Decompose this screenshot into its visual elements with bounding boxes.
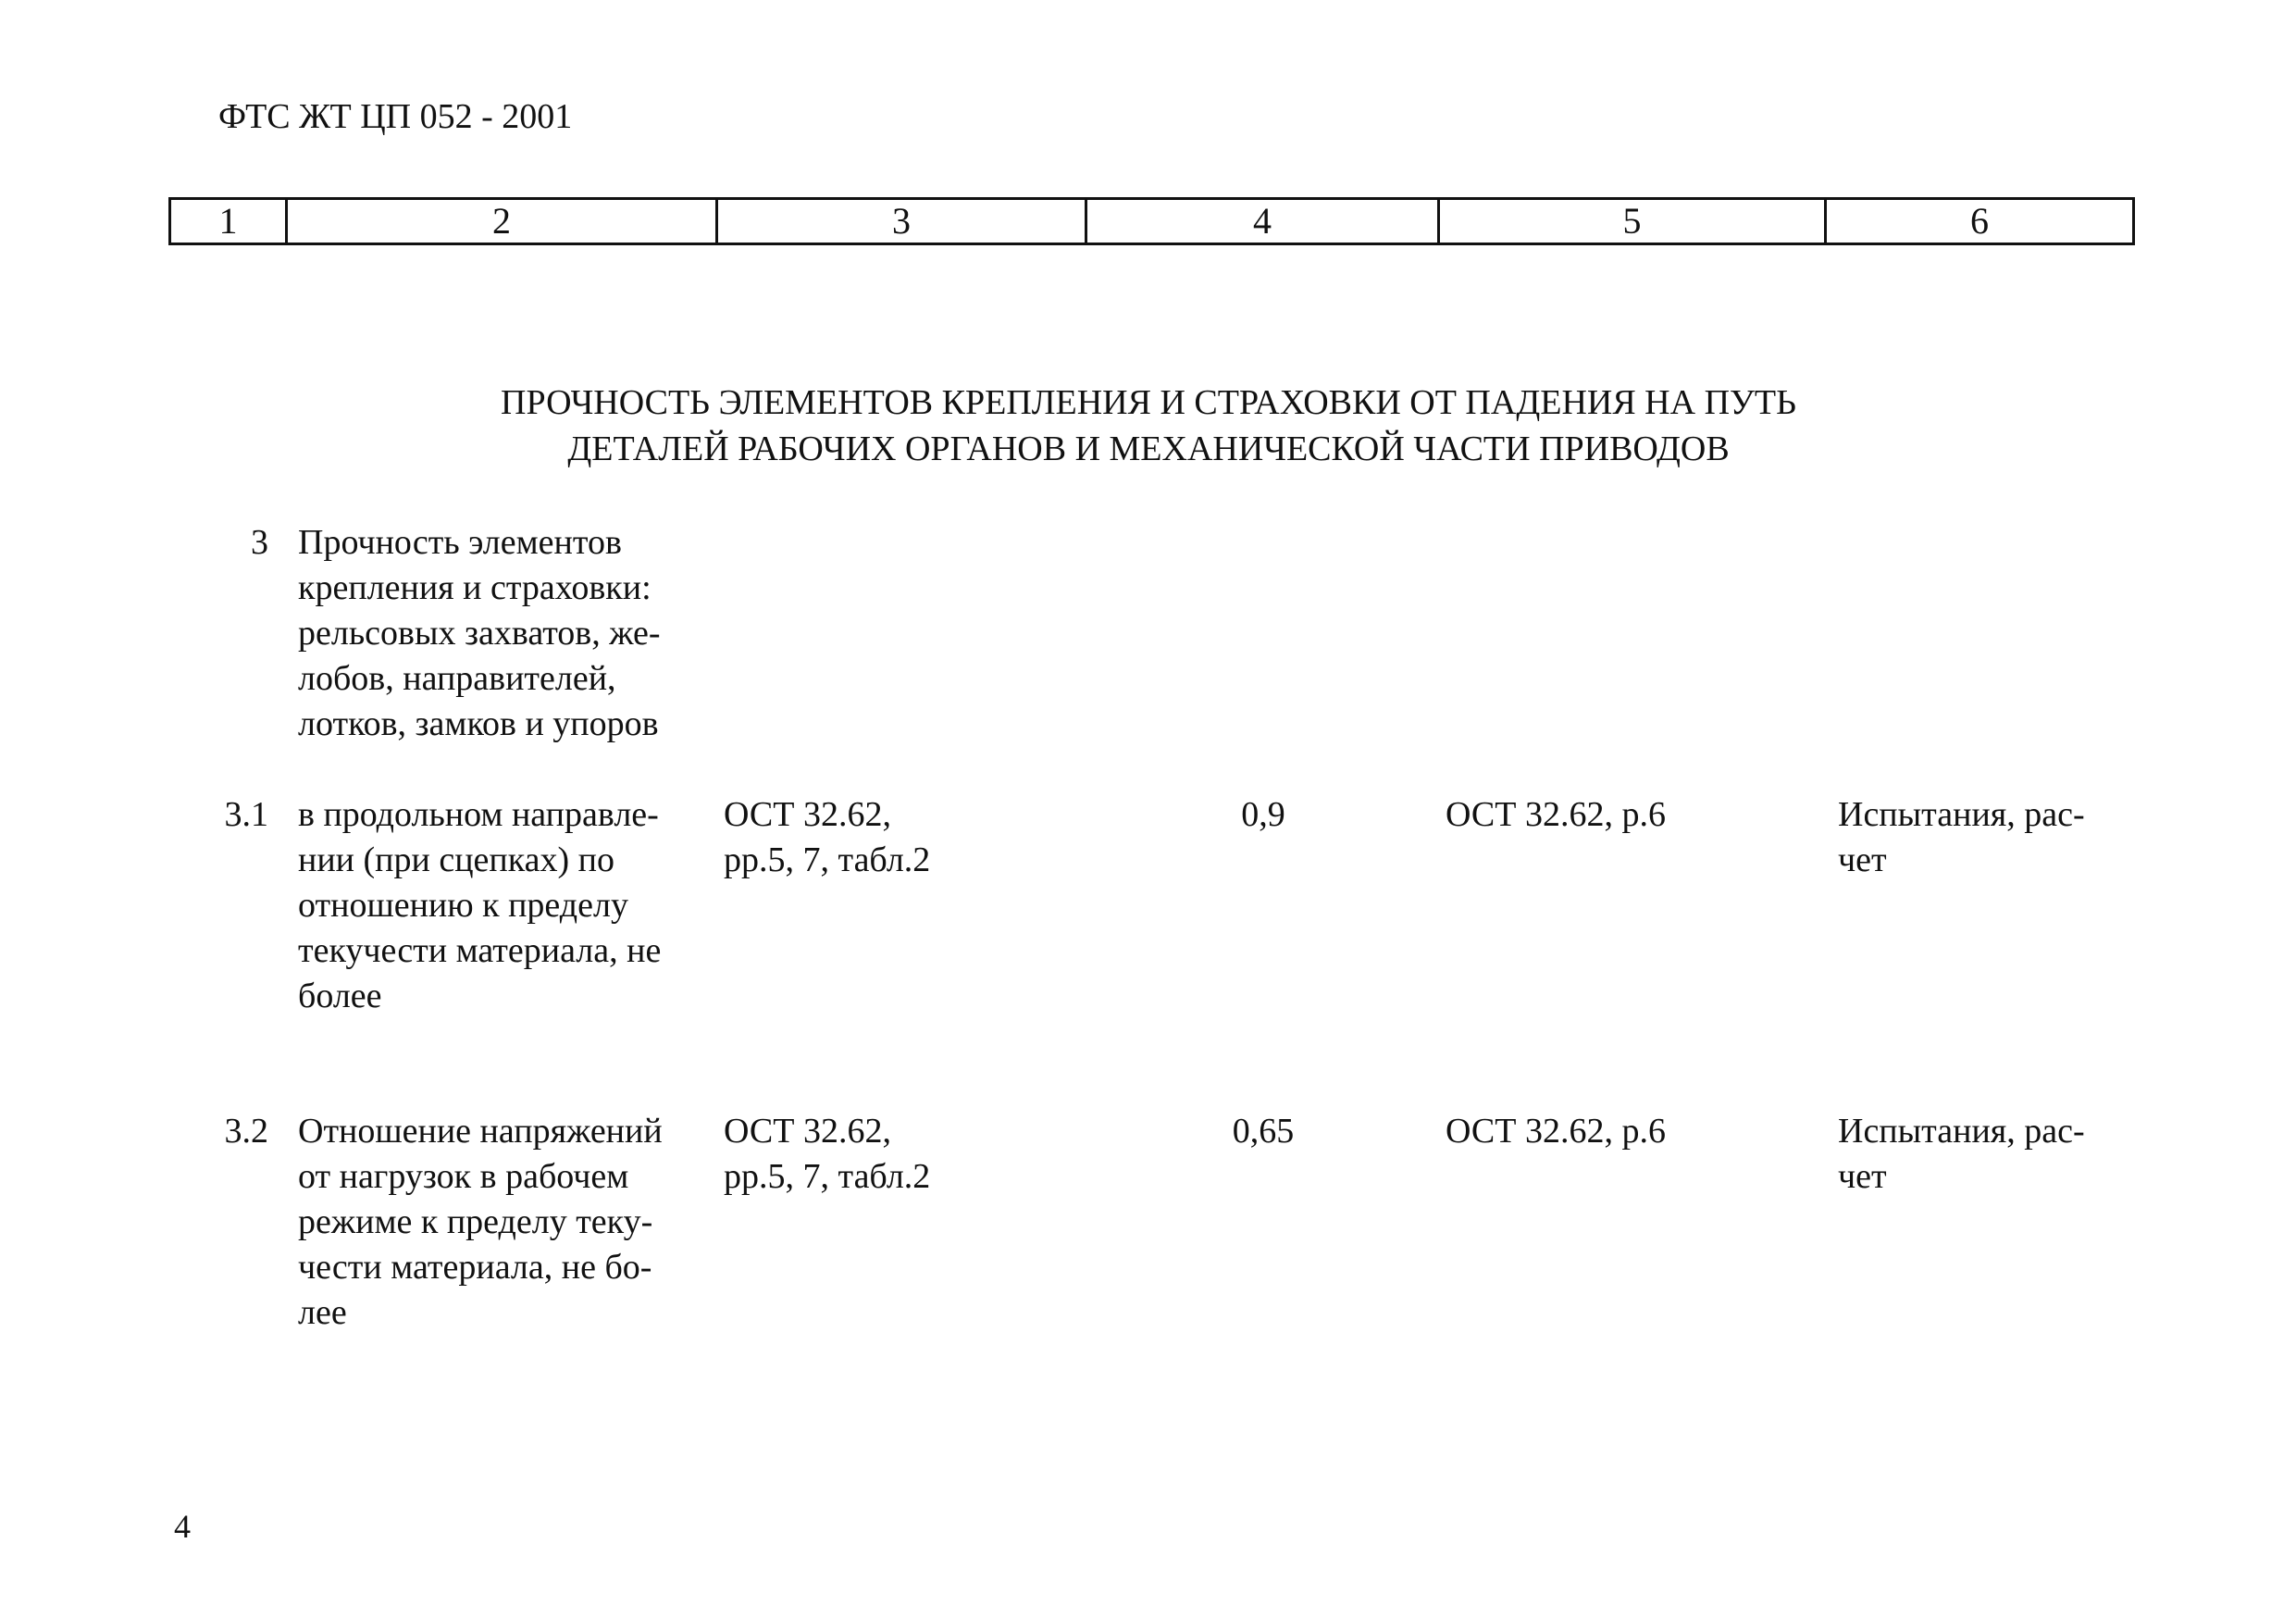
section-title-line-1: ПРОЧНОСТЬ ЭЛЕМЕНТОВ КРЕПЛЕНИЯ И СТРАХОВКИ ОТ ПАДЕНИЯ НА ПУТЬ (501, 383, 1796, 422)
page-number: 4 (174, 1508, 191, 1545)
row-number: 3 (251, 523, 268, 562)
column-number-header (168, 197, 2135, 245)
test-method-document: ОСТ 32.62, р.6 (1446, 795, 1666, 834)
column-number-5: 5 (1439, 199, 1826, 244)
parameter-name: Прочность элементов крепления и страховки: рельсовых захватов, же- лобов, направителей, лотков, замков и упоров (298, 523, 661, 743)
row-number: 3.1 (224, 795, 268, 834)
column-number-1: 1 (170, 199, 287, 244)
column-number-3: 3 (717, 199, 1086, 244)
column-number-6: 6 (1826, 199, 2134, 244)
section-title (278, 380, 2019, 472)
column-number-2: 2 (287, 199, 717, 244)
norm-value: 0,65 (1232, 1112, 1295, 1151)
normative-document: ОСТ 32.62, рр.5, 7, табл.2 (724, 795, 931, 879)
document-code: ФТС ЖТ ЦП 052 - 2001 (218, 97, 573, 136)
norm-value: 0,9 (1241, 795, 1285, 834)
row-number: 3.2 (224, 1112, 268, 1151)
normative-document: ОСТ 32.62, рр.5, 7, табл.2 (724, 1112, 931, 1196)
parameter-name: в продольном направле- нии (при сцепках) по отношению к пределу текучести материала, не более (298, 795, 662, 1015)
verification-type: Испытания, рас- чет (1838, 1112, 2085, 1196)
section-title-line-2: ДЕТАЛЕЙ РАБОЧИХ ОРГАНОВ И МЕХАНИЧЕСКОЙ ЧАСТИ ПРИВОДОВ (567, 429, 1730, 468)
column-number-4: 4 (1086, 199, 1439, 244)
parameter-name: Отношение напряжений от нагрузок в рабочем режиме к пределу теку- чести материала, не бо- лее (298, 1112, 663, 1332)
verification-type: Испытания, рас- чет (1838, 795, 2085, 879)
test-method-document: ОСТ 32.62, р.6 (1446, 1112, 1666, 1151)
